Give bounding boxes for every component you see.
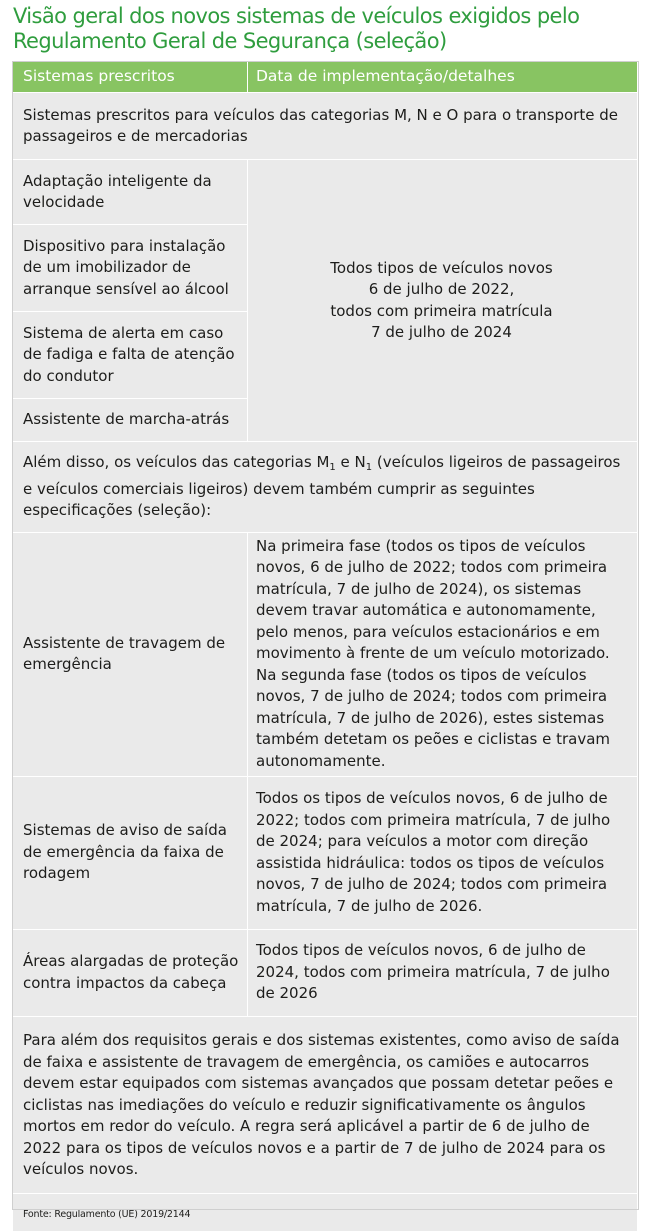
intro-row <box>13 93 637 160</box>
title-line-1: Visão geral dos novos sistemas de veículos exigidos pelo <box>13 4 580 28</box>
subscript-n1: 1 <box>365 462 373 473</box>
system-head-impact: Áreas alargadas de proteção contra impactos da cabeça <box>13 929 248 1016</box>
group1-date-line: todos com primeira matrícula <box>330 301 553 320</box>
subscript-m1: 1 <box>329 462 336 473</box>
group1-date-line: 7 de julho de 2024 <box>371 323 512 341</box>
title-line-2: Regulamento Geral de Segurança (seleção) <box>13 29 447 53</box>
system-lane-departure: Sistemas de aviso de saída de emergência da faixa de rodagem <box>13 776 248 929</box>
additional-part-1: Além disso, os veículos das categorias M <box>23 453 330 471</box>
intro-text: Sistemas prescritos para veículos das categorias M, N e O para o transporte de passageiros e de mercadorias <box>13 93 637 160</box>
page-title <box>13 4 638 54</box>
system-reverse-assist: Assistente de marcha-atrás <box>13 399 248 442</box>
closing-text: Para além dos requisitos gerais e dos sistemas existentes, como aviso de saída de faixa e assistente de travagem de emergência, os camiões e autocarros devem estar equipados com sistemas avançados que possam detetar peões e ciclistas nas imediações do veículo e reduzir significativamente os ângulos mortos em redor do veículo. A regra será aplicável a partir de 6 de julho de 2022 para os tipos de veículos novos e a partir de 7 de julho de 2024 para os veículos novos. <box>13 1016 637 1193</box>
header-systems: Sistemas prescritos <box>13 62 248 93</box>
details-head-impact: Todos tipos de veículos novos, 6 de julho de 2024, todos com primeira matrícula, 7 de julho de 2026 <box>248 929 638 1016</box>
system-speed-adaptation: Adaptação inteligente da velocidade <box>13 160 248 225</box>
closing-row <box>13 1016 637 1193</box>
table-row <box>13 532 637 776</box>
details-emergency-braking: Na primeira fase (todos os tipos de veículos novos, 6 de julho de 2022; todos com primeira matrícula, 7 de julho de 2024), os sistemas devem travar automática e autonomamente, pelo menos, para veículos estacionários e em movimento à frente de um veículo motorizado. Na segunda fase (todos os tipos de veículos novos, 7 de julho de 2024; todos com primeira matrícula, 7 de julho de 2026), estes sistemas também detetam os peões e ciclistas e travam autonomamente. <box>248 532 638 776</box>
header-dates: Data de implementação/detalhes <box>248 62 638 93</box>
table-row <box>13 776 637 929</box>
table-row <box>13 929 637 1016</box>
system-emergency-braking: Assistente de travagem de emergência <box>13 532 248 776</box>
system-fatigue-warning: Sistema de alerta em caso de fadiga e falta de atenção do condutor <box>13 312 248 399</box>
additional-part-2: e N <box>335 453 366 471</box>
source-row <box>13 1193 637 1231</box>
additional-text <box>13 442 637 533</box>
systems-table <box>13 62 637 1231</box>
table-row <box>13 160 637 225</box>
additional-row <box>13 442 637 533</box>
additional-part-3: (veículos ligeiros de passageiros e veículos comerciais ligeiros) devem também cumprir as seguintes especificações (seleção): <box>23 453 621 519</box>
group1-date-line: Todos tipos de veículos novos <box>330 258 553 277</box>
group1-date-line: 6 de julho de 2022, <box>368 280 515 298</box>
table-header <box>13 62 637 93</box>
source-note: Fonte: Regulamento (UE) 2019/2144 <box>13 1193 637 1231</box>
details-lane-departure: Todos os tipos de veículos novos, 6 de julho de 2022; todos com primeira matrícula, 7 de julho de 2024; para veículos a motor com direção assistida hidráulica: todos os tipos de veículos novos, 7 de julho de 2024; todos com primeira matrícula, 7 de julho de 2026. <box>248 776 638 929</box>
group1-dates <box>248 160 638 442</box>
system-alcohol-interlock: Dispositivo para instalação de um imobilizador de arranque sensível ao álcool <box>13 225 248 312</box>
